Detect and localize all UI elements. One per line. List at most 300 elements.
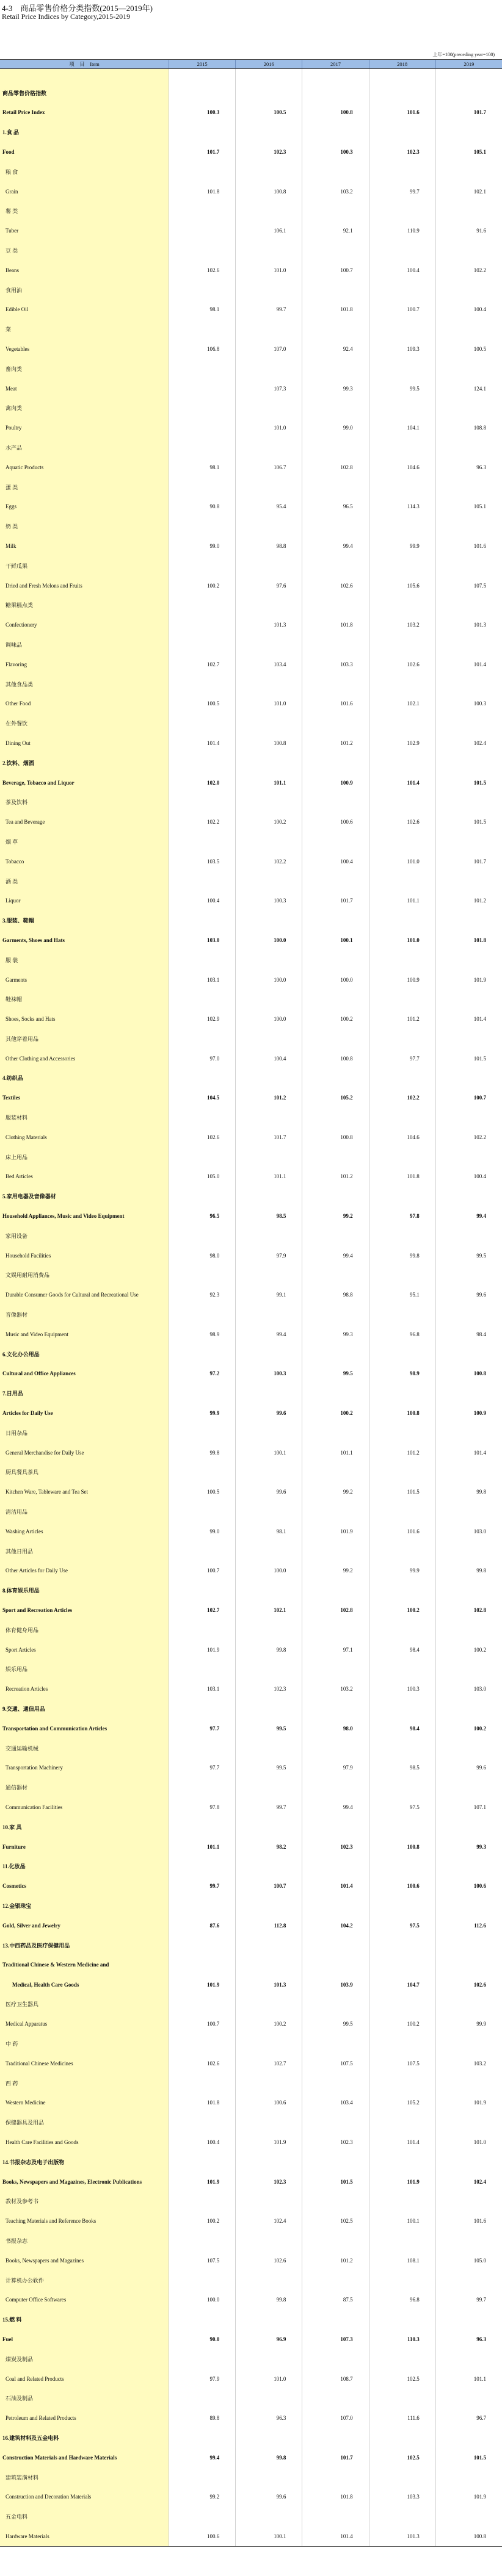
value-cell: 100.5 (169, 1482, 235, 1502)
empty-cell (169, 793, 235, 812)
row-label: 7.日用品 (0, 1384, 169, 1403)
empty-cell (435, 950, 502, 970)
empty-cell (169, 83, 235, 103)
table-row (0, 1797, 502, 1817)
row-label: Liquor (0, 891, 169, 910)
empty-cell (435, 1935, 502, 1955)
value-cell: 103.0 (169, 930, 235, 950)
value-cell: 98.0 (302, 1719, 368, 1738)
empty-cell (369, 1738, 435, 1758)
table-row (0, 2211, 502, 2231)
table-row (0, 2251, 502, 2270)
table-row (0, 2171, 502, 2191)
table-row (0, 615, 502, 635)
empty-cell (369, 1581, 435, 1600)
value-cell: 100.0 (302, 970, 368, 989)
empty-cell (369, 1620, 435, 1639)
empty-cell (302, 595, 368, 615)
table-row (0, 2014, 502, 2034)
empty-cell (169, 1935, 235, 1955)
empty-cell (169, 240, 235, 260)
empty-cell (302, 1265, 368, 1285)
table-row (0, 1226, 502, 1245)
empty-cell (369, 595, 435, 615)
value-cell: 98.4 (369, 1719, 435, 1738)
empty-cell (169, 2113, 235, 2132)
empty-cell (235, 240, 302, 260)
empty-cell (169, 320, 235, 339)
value-cell: 107.5 (169, 2251, 235, 2270)
table-row (0, 2428, 502, 2447)
empty-cell (302, 1541, 368, 1561)
empty-cell (302, 1384, 368, 1403)
empty-cell (169, 378, 235, 398)
value-cell: 96.5 (169, 1206, 235, 1226)
empty-cell (302, 240, 368, 260)
table-row (0, 1778, 502, 1797)
table-row (0, 990, 502, 1009)
table-row (0, 733, 502, 753)
table-row (0, 1975, 502, 1995)
header-year: 2016 (235, 60, 302, 68)
table-row (0, 2310, 502, 2330)
empty-cell (369, 1935, 435, 1955)
empty-cell (302, 1344, 368, 1364)
row-label: Western Medicine (0, 2093, 169, 2112)
value-cell: 101.8 (169, 181, 235, 201)
empty-cell (302, 477, 368, 497)
empty-cell (235, 990, 302, 1009)
value-cell: 103.2 (302, 181, 368, 201)
value-cell: 95.1 (369, 1285, 435, 1304)
table-row (0, 1304, 502, 1324)
empty-cell (169, 556, 235, 575)
empty-cell (435, 2310, 502, 2330)
value-cell: 100.8 (235, 733, 302, 753)
title-block (0, 0, 502, 59)
value-cell: 105.0 (435, 2251, 502, 2270)
row-label: 书报杂志 (0, 2231, 169, 2250)
value-cell: 102.7 (169, 655, 235, 674)
empty-cell (435, 556, 502, 575)
empty-cell (235, 2113, 302, 2132)
empty-cell (302, 1738, 368, 1758)
value-cell: 99.2 (302, 1561, 368, 1580)
value-cell: 99.7 (235, 300, 302, 319)
value-cell: 107.3 (302, 2330, 368, 2349)
table-row (0, 2290, 502, 2309)
row-label: 奶 类 (0, 517, 169, 536)
empty-cell (169, 990, 235, 1009)
empty-cell (235, 832, 302, 851)
value-cell: 100.5 (435, 339, 502, 359)
value-cell: 100.2 (235, 812, 302, 832)
value-cell: 97.7 (369, 1049, 435, 1068)
table-row (0, 2330, 502, 2349)
value-cell: 96.5 (302, 497, 368, 516)
empty-cell (235, 1344, 302, 1364)
empty-cell (169, 1029, 235, 1048)
empty-cell (369, 2113, 435, 2132)
empty-cell (369, 674, 435, 694)
value-cell: 97.8 (169, 1797, 235, 1817)
value-cell: 100.5 (169, 694, 235, 713)
empty-cell (169, 221, 235, 240)
value-cell: 98.8 (235, 536, 302, 556)
empty-cell (369, 2467, 435, 2487)
row-label: Health Care Facilities and Goods (0, 2132, 169, 2152)
empty-cell (369, 1896, 435, 1915)
value-cell: 101.2 (235, 1088, 302, 1107)
value-cell: 109.3 (369, 339, 435, 359)
empty-cell (435, 1107, 502, 1127)
empty-cell (235, 1226, 302, 1245)
value-cell: 108.1 (369, 2251, 435, 2270)
header-item: 项 目 Item (69, 61, 100, 67)
row-label: Gold, Silver and Jewelry (0, 1916, 169, 1935)
row-label: Food (0, 142, 169, 162)
empty-cell (435, 1226, 502, 1245)
value-cell: 102.8 (302, 458, 368, 477)
row-label: 五金电料 (0, 2507, 169, 2527)
row-label: 薯 类 (0, 201, 169, 221)
empty-cell (369, 1995, 435, 2014)
empty-cell (302, 1423, 368, 1442)
row-label: 食用油 (0, 280, 169, 300)
table-row (0, 556, 502, 575)
value-cell: 101.4 (169, 733, 235, 753)
empty-cell (302, 1226, 368, 1245)
value-cell: 100.4 (435, 300, 502, 319)
value-cell: 102.6 (235, 2251, 302, 2270)
value-cell: 100.4 (169, 891, 235, 910)
value-cell: 99.8 (235, 1639, 302, 1659)
value-cell: 101.3 (369, 2527, 435, 2546)
value-cell: 104.6 (369, 458, 435, 477)
value-cell: 96.9 (235, 2330, 302, 2349)
empty-cell (235, 1896, 302, 1915)
table-row (0, 201, 502, 221)
value-cell: 101.9 (435, 970, 502, 989)
row-label: 蛋 类 (0, 477, 169, 497)
table-row (0, 1068, 502, 1088)
empty-cell (435, 1955, 502, 1974)
value-cell: 99.4 (302, 536, 368, 556)
value-cell: 101.4 (435, 655, 502, 674)
row-label: 医疗卫生器具 (0, 1995, 169, 2014)
table-row (0, 950, 502, 970)
value-cell: 99.8 (435, 1482, 502, 1502)
row-label: Recreation Articles (0, 1679, 169, 1699)
value-cell: 102.8 (435, 1600, 502, 1620)
table-row (0, 398, 502, 418)
empty-cell (369, 2073, 435, 2093)
row-label: 计算机办公软件 (0, 2270, 169, 2290)
value-cell: 101.1 (235, 772, 302, 792)
value-cell: 103.0 (435, 1679, 502, 1699)
empty-cell (235, 2231, 302, 2250)
empty-cell (302, 832, 368, 851)
value-cell: 102.3 (235, 1679, 302, 1699)
empty-cell (435, 2507, 502, 2527)
row-label: 石油及制品 (0, 2389, 169, 2408)
row-label: 12.金银珠宝 (0, 1896, 169, 1915)
empty-cell (369, 1502, 435, 1521)
table-row (0, 1679, 502, 1699)
row-label: Bed Articles (0, 1167, 169, 1186)
row-label: 床上用品 (0, 1147, 169, 1167)
empty-cell (435, 714, 502, 733)
empty-cell (302, 910, 368, 930)
value-cell: 102.1 (235, 1600, 302, 1620)
table-row (0, 1719, 502, 1738)
row-label: Sport Articles (0, 1639, 169, 1659)
value-cell: 100.3 (235, 1364, 302, 1383)
value-cell: 124.1 (435, 378, 502, 398)
value-cell: 96.7 (435, 2408, 502, 2428)
table-row (0, 2349, 502, 2369)
table-row (0, 1325, 502, 1344)
empty-cell (169, 2192, 235, 2211)
value-cell: 100.6 (302, 812, 368, 832)
value-cell: 99.4 (169, 2448, 235, 2467)
empty-cell (369, 1147, 435, 1167)
value-cell: 90.8 (169, 497, 235, 516)
value-cell: 101.1 (435, 2369, 502, 2388)
empty-cell (302, 1935, 368, 1955)
empty-cell (435, 517, 502, 536)
row-label: Tea and Beverage (0, 812, 169, 832)
value-cell: 103.2 (302, 1679, 368, 1699)
value-cell: 101.3 (235, 615, 302, 635)
empty-cell (169, 2349, 235, 2369)
table-row (0, 1187, 502, 1206)
value-cell: 101.6 (435, 2211, 502, 2231)
value-cell: 98.5 (369, 1758, 435, 1777)
value-cell: 101.0 (235, 261, 302, 280)
empty-cell (169, 615, 235, 635)
empty-cell (369, 1423, 435, 1442)
empty-cell (235, 1147, 302, 1167)
table-row (0, 1009, 502, 1029)
value-cell: 100.2 (302, 1403, 368, 1423)
table-row (0, 2270, 502, 2290)
table-row (0, 1088, 502, 1107)
empty-cell (435, 1660, 502, 1679)
empty-cell (235, 2428, 302, 2447)
empty-cell (235, 201, 302, 221)
table-row (0, 2231, 502, 2250)
empty-cell (369, 201, 435, 221)
value-cell: 99.8 (235, 2290, 302, 2309)
empty-cell (369, 556, 435, 575)
value-cell: 99.7 (435, 2290, 502, 2309)
value-cell: 103.1 (169, 970, 235, 989)
header-year: 2019 (435, 60, 502, 68)
value-cell: 107.0 (235, 339, 302, 359)
row-label: 厨具餐具茶具 (0, 1462, 169, 1482)
value-cell: 100.4 (235, 1049, 302, 1068)
value-cell: 98.4 (435, 1325, 502, 1344)
table-row (0, 674, 502, 694)
row-label: Transportation and Communication Articles (0, 1719, 169, 1738)
value-cell: 101.5 (302, 2171, 368, 2191)
empty-cell (435, 1995, 502, 2014)
table-body (0, 83, 502, 2547)
row-label: Grain (0, 181, 169, 201)
value-cell: 98.0 (169, 1246, 235, 1265)
value-cell: 102.9 (169, 1009, 235, 1029)
empty-cell (302, 1581, 368, 1600)
empty-cell (369, 2389, 435, 2408)
value-cell: 110.9 (369, 221, 435, 240)
table-row (0, 1541, 502, 1561)
value-cell: 101.7 (435, 103, 502, 122)
table-row (0, 714, 502, 733)
value-cell: 100.4 (435, 1167, 502, 1186)
table-row (0, 930, 502, 950)
empty-cell (302, 1462, 368, 1482)
table-row (0, 240, 502, 260)
empty-cell (235, 2507, 302, 2527)
empty-cell (369, 1660, 435, 1679)
value-cell: 98.4 (369, 1639, 435, 1659)
table-row (0, 1265, 502, 1285)
table-row (0, 2132, 502, 2152)
row-label: Construction Materials and Hardware Materials (0, 2448, 169, 2467)
empty-cell (235, 1699, 302, 1718)
empty-cell (302, 201, 368, 221)
empty-cell (169, 1384, 235, 1403)
table-row (0, 536, 502, 556)
empty-cell (235, 83, 302, 103)
table-row (0, 1995, 502, 2014)
row-label: 禽肉类 (0, 398, 169, 418)
value-cell: 104.6 (369, 1128, 435, 1147)
empty-cell (235, 2389, 302, 2408)
empty-cell (169, 1304, 235, 1324)
empty-cell (435, 2034, 502, 2053)
empty-cell (435, 1738, 502, 1758)
empty-cell (235, 280, 302, 300)
value-cell: 102.6 (435, 1975, 502, 1995)
value-cell: 108.7 (302, 2369, 368, 2388)
value-cell: 100.7 (302, 261, 368, 280)
value-cell: 97.5 (369, 1797, 435, 1817)
value-cell: 101.9 (302, 1522, 368, 1541)
empty-cell (169, 2270, 235, 2290)
table-row (0, 793, 502, 812)
table-row (0, 1561, 502, 1580)
value-cell: 99.2 (302, 1482, 368, 1502)
row-label: 6.文化办公用品 (0, 1344, 169, 1364)
value-cell: 98.1 (235, 1522, 302, 1541)
empty-cell (302, 714, 368, 733)
value-cell: 87.5 (302, 2290, 368, 2309)
empty-cell (369, 1029, 435, 1048)
empty-cell (169, 1147, 235, 1167)
empty-cell (369, 1107, 435, 1127)
empty-cell (169, 1226, 235, 1245)
row-label: 体育健身用品 (0, 1620, 169, 1639)
value-cell: 92.4 (302, 339, 368, 359)
empty-cell (235, 1068, 302, 1088)
value-cell: 100.1 (235, 1442, 302, 1462)
empty-cell (235, 1541, 302, 1561)
value-cell: 107.1 (435, 1797, 502, 1817)
value-cell: 101.3 (235, 1975, 302, 1995)
value-cell: 101.5 (369, 1482, 435, 1502)
empty-cell (169, 1817, 235, 1837)
value-cell: 99.0 (302, 418, 368, 437)
empty-cell (235, 793, 302, 812)
value-cell: 100.9 (435, 1403, 502, 1423)
empty-cell (435, 1187, 502, 1206)
value-cell: 99.5 (435, 1246, 502, 1265)
value-cell: 99.8 (169, 1442, 235, 1462)
value-cell: 101.5 (435, 2448, 502, 2467)
row-label: 音像器材 (0, 1304, 169, 1324)
table-row (0, 162, 502, 181)
value-cell: 101.6 (302, 694, 368, 713)
empty-cell (235, 2192, 302, 2211)
empty-cell (169, 69, 235, 83)
value-cell: 100.7 (169, 1561, 235, 1580)
table-row (0, 1462, 502, 1482)
value-cell: 102.1 (369, 694, 435, 713)
empty-cell (435, 1581, 502, 1600)
row-label: Dried and Fresh Melons and Fruits (0, 575, 169, 595)
table-row (0, 1738, 502, 1758)
empty-cell (302, 2507, 368, 2527)
empty-cell (369, 2152, 435, 2171)
value-cell: 101.2 (369, 1009, 435, 1029)
empty-cell (435, 2467, 502, 2487)
empty-cell (302, 1304, 368, 1324)
empty-cell (235, 1502, 302, 1521)
row-label: Shoes, Socks and Hats (0, 1009, 169, 1029)
empty-cell (235, 1995, 302, 2014)
empty-cell (302, 398, 368, 418)
value-cell: 96.8 (369, 2290, 435, 2309)
value-cell: 102.3 (369, 142, 435, 162)
header-year: 2015 (169, 60, 235, 68)
empty-cell (169, 1107, 235, 1127)
empty-cell (235, 1955, 302, 1974)
empty-cell (369, 1187, 435, 1206)
value-cell: 103.1 (169, 1679, 235, 1699)
value-cell: 100.0 (235, 930, 302, 950)
empty-cell (235, 714, 302, 733)
table-row (0, 1522, 502, 1541)
header-year: 2018 (369, 60, 435, 68)
row-label: Retail Price Index (0, 103, 169, 122)
empty-cell (369, 2428, 435, 2447)
value-cell: 99.5 (235, 1758, 302, 1777)
table-row (0, 1344, 502, 1364)
value-cell: 100.6 (435, 1876, 502, 1896)
table-row (0, 2507, 502, 2527)
empty-cell (369, 1068, 435, 1088)
value-cell: 91.6 (435, 221, 502, 240)
value-cell: 101.3 (435, 615, 502, 635)
row-label: 服装材料 (0, 1107, 169, 1127)
empty-cell (169, 2507, 235, 2527)
table-row (0, 1758, 502, 1777)
empty-cell (435, 2389, 502, 2408)
empty-cell (435, 1699, 502, 1718)
empty-cell (169, 2389, 235, 2408)
